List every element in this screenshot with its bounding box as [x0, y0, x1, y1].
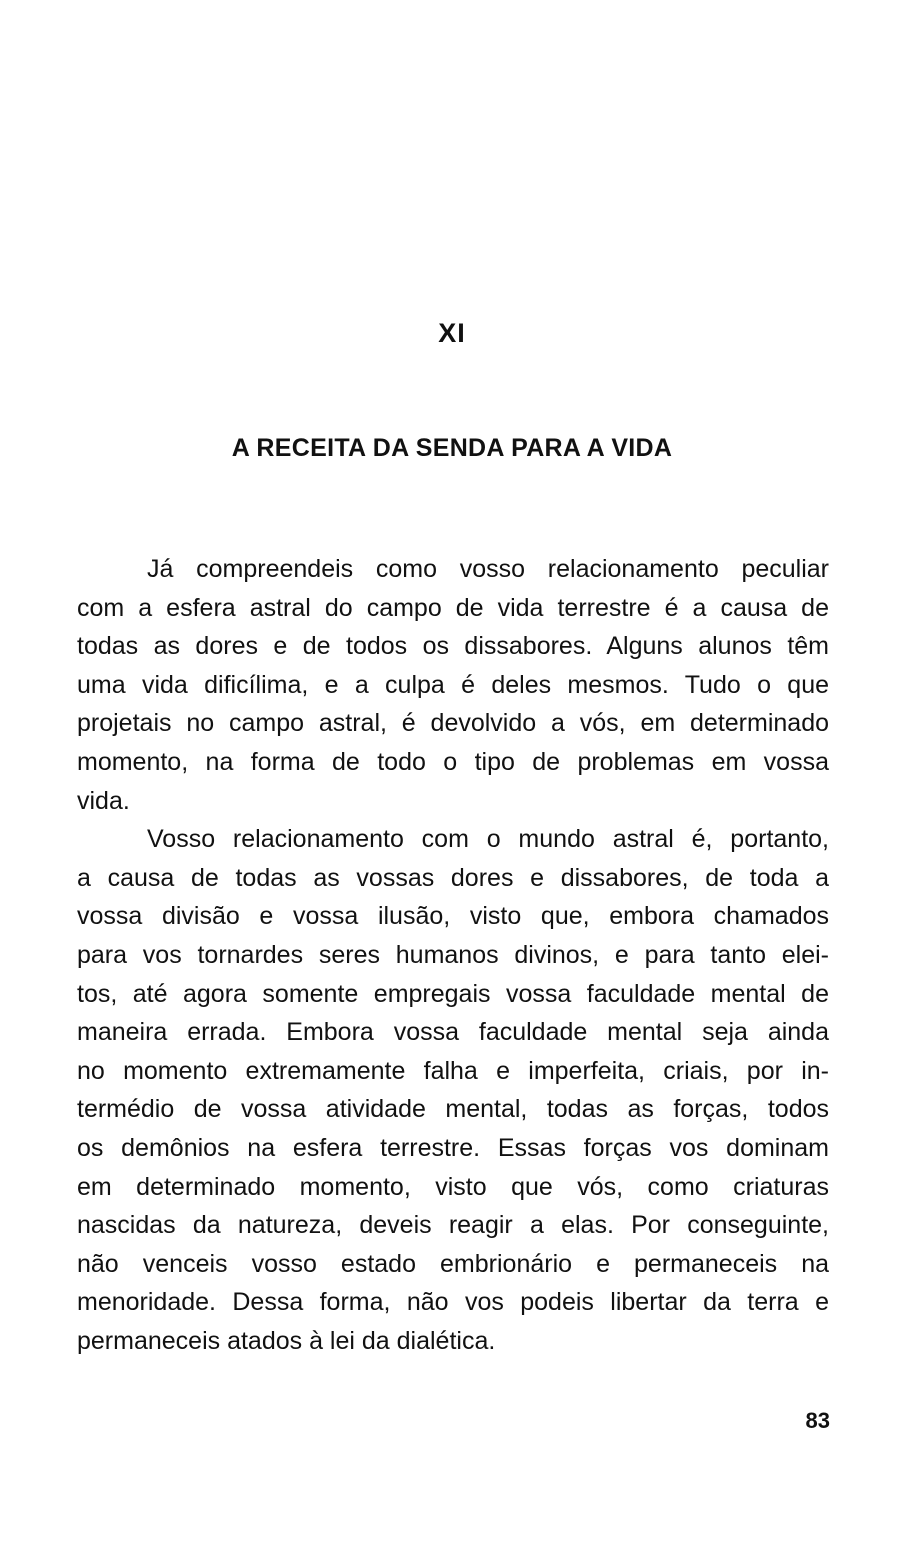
text-line: menoridade. Dessa forma, não vos podeis libertar da terra e [77, 1288, 829, 1317]
text-line: em determinado momento, visto que vós, como criaturas [77, 1172, 829, 1201]
text-line: para vos tornardes seres humanos divinos, e para tanto elei- [77, 940, 829, 969]
text-line: permaneceis atados à lei da dialética. [77, 1326, 496, 1355]
text-line: não venceis vosso estado embrionário e permaneceis na [77, 1249, 829, 1278]
text-line: termédio de vossa atividade mental, todas as forças, todos [77, 1095, 829, 1124]
text-line: uma vida dificílima, e a culpa é deles mesmos. Tudo o que [77, 670, 829, 699]
text-line: Vosso relacionamento com o mundo astral é, portanto, [147, 825, 829, 854]
text-line: nascidas da natureza, deveis reagir a elas. Por conseguinte, [77, 1211, 829, 1240]
chapter-number: XI [438, 318, 466, 348]
paragraph-2 [77, 820, 829, 1360]
text-line: os demônios na esfera terrestre. Essas forças vos dominam [77, 1133, 829, 1162]
page-number: 83 [805, 1408, 830, 1433]
text-line: com a esfera astral do campo de vida terrestre é a causa de [77, 593, 829, 622]
chapter-title: A RECEITA DA SENDA PARA A VIDA [231, 434, 673, 462]
text-line: projetais no campo astral, é devolvido a vós, em determinado [77, 709, 829, 738]
text-line: vossa divisão e vossa ilusão, visto que, embora chamados [77, 902, 829, 931]
text-line: momento, na forma de todo o tipo de problemas em vossa [77, 747, 829, 776]
text-line: maneira errada. Embora vossa faculdade mental seja ainda [77, 1018, 829, 1047]
text-line: tos, até agora somente empregais vossa faculdade mental de [77, 979, 829, 1008]
text-line: Já compreendeis como vosso relacionamento peculiar [147, 555, 829, 583]
paragraph-1 [77, 550, 829, 820]
text-line: a causa de todas as vossas dores e dissabores, de toda a [77, 863, 829, 892]
text-line: todas as dores e de todos os dissabores. Alguns alunos têm [77, 632, 829, 661]
text-line: vida. [77, 786, 130, 815]
body-text [77, 550, 829, 1360]
text-line: no momento extremamente falha e imperfeita, criais, por in- [77, 1056, 829, 1085]
